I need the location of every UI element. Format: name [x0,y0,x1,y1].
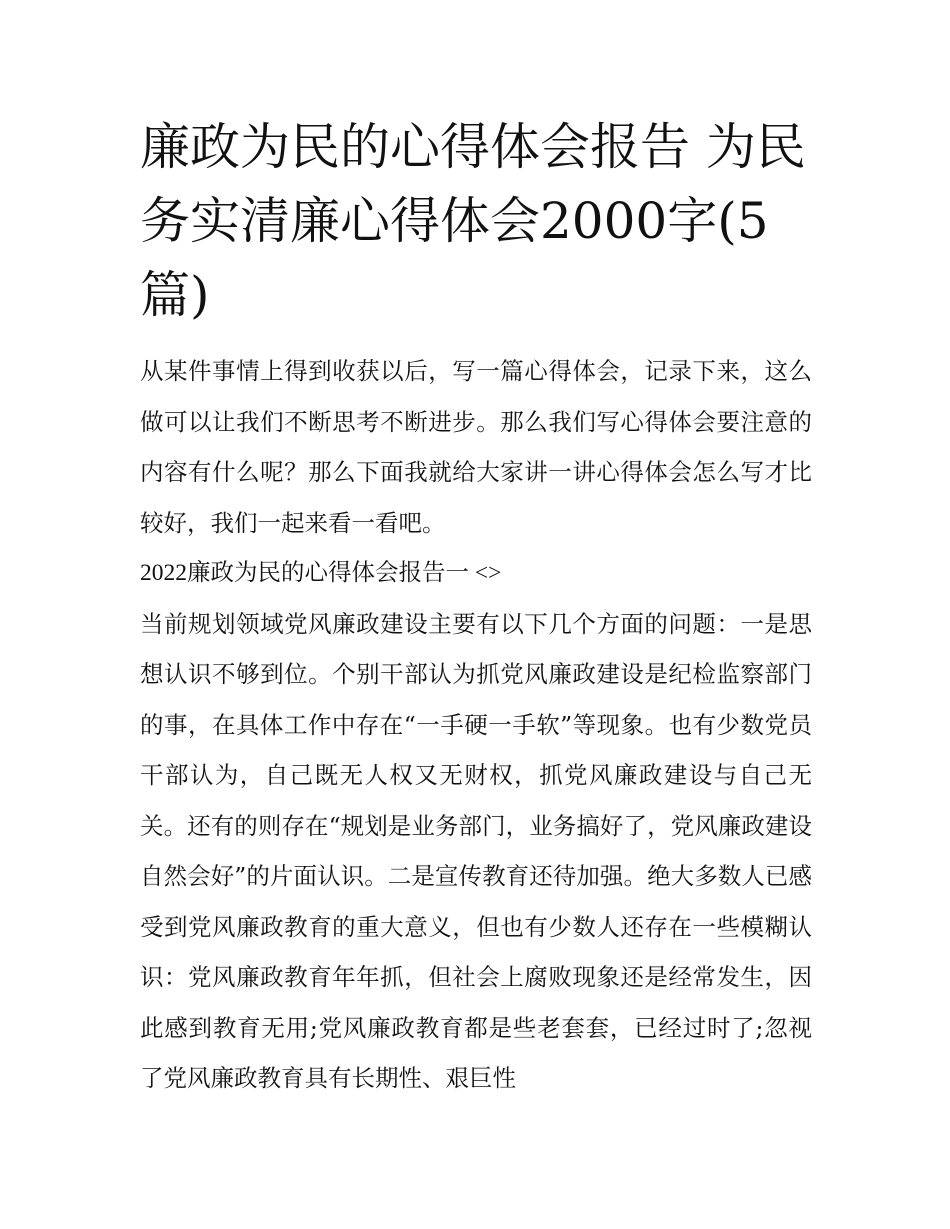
document-page [140,110,812,1104]
section-heading: 2022廉政为民的心得体会报告一 <> [140,560,502,586]
section-paragraph: 当前规划领域党风廉政建设主要有以下几个方面的问题：一是思想认识不够到位。个别干部认为抓党风廉政建设是纪检监察部门的事，在具体工作中存在“一手硬一手软”等现象。也有少数党员干部认为，自己既无人权又无财权，抓党风廉政建设与自己无关。还有的则存在“规划是业务部门，业务搞好了，党风廉政建设自然会好”的片面认识。二是宣传教育还待加强。绝大多数人已感受到党风廉政教育的重大意义，但也有少数人还存在一些模糊认识：党风廉政教育年年抓，但社会上腐败现象还是经常发生，因此感到教育无用;党风廉政教育都是些老套套，已经过时了;忽视了党风廉政教育具有长期性、艰巨性 [140,609,812,1092]
document-body [140,346,812,1104]
document-title: 廉政为民的心得体会报告 为民务实清廉心得体会2000字(5篇) [140,118,806,324]
intro-paragraph: 从某件事情上得到收获以后，写一篇心得体会，记录下来，这么做可以让我们不断思考不断进步。那么我们写心得体会要注意的内容有什么呢？那么下面我就给大家讲一讲心得体会怎么写才比较好，我们一起来看一看吧。 [140,357,812,537]
